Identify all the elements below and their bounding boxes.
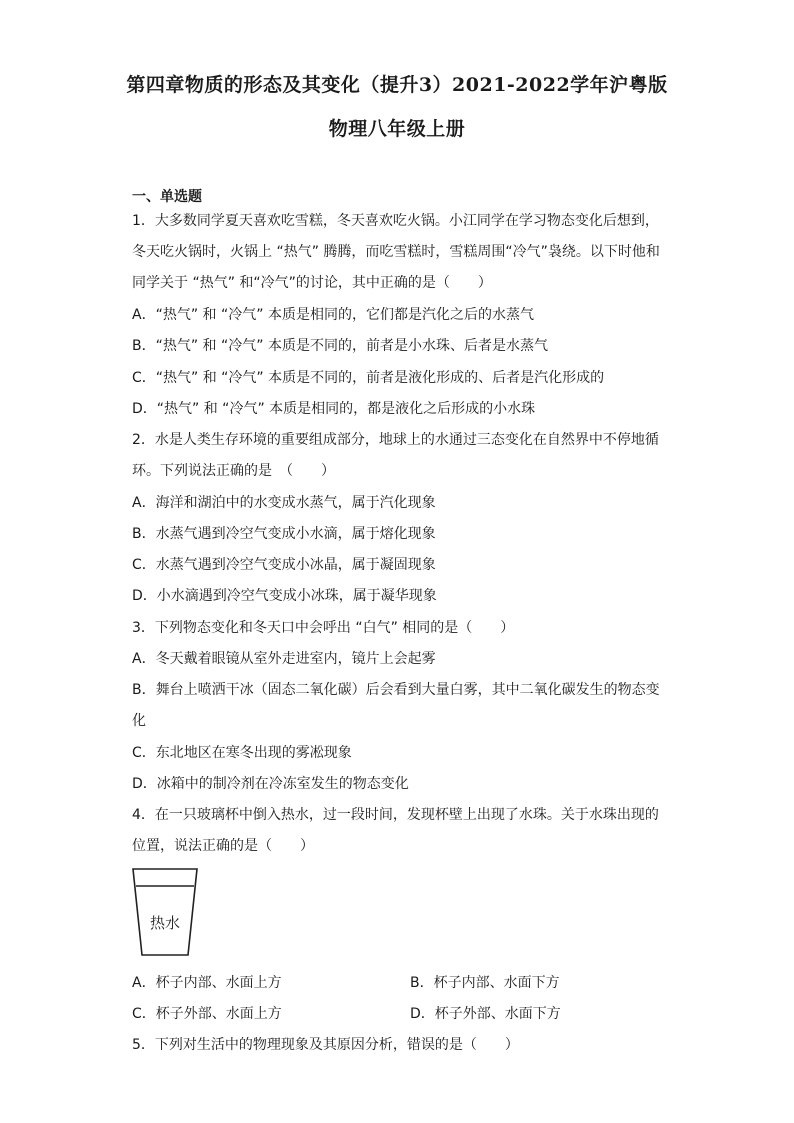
hot-water-cup-figure — [130, 866, 200, 958]
q3-stem-line-1: 3．下列物态变化和冬天口中会呼出 “白气” 相同的是（ ） — [132, 620, 515, 636]
q4-option-c[interactable]: C．杯子外部、水面上方 — [132, 1006, 282, 1022]
cup-outline — [133, 869, 197, 955]
q1-stem-line-3: 同学关于 “热气” 和“冷气”的讨论，其中正确的是（ ） — [132, 275, 492, 291]
q3-option-b-line-2[interactable]: 化 — [132, 713, 146, 729]
q2-option-a[interactable]: A．海洋和湖泊中的水变成水蒸气，属于汽化现象 — [132, 495, 436, 511]
document-title-line-2: 物理八年级上册 — [328, 118, 466, 140]
q1-option-c[interactable]: C．“热气” 和 “冷气” 本质是不同的，前者是液化形成的、后者是汽化形成的 — [132, 370, 605, 386]
q2-stem-line-1: 2．水是人类生存环境的重要组成部分，地球上的水通过三态变化在自然界中不停地循 — [132, 432, 659, 448]
q2-option-b[interactable]: B．水蒸气遇到冷空气变成小水滴，属于熔化现象 — [132, 526, 436, 542]
q4-option-d[interactable]: D．杯子外部、水面下方 — [410, 1006, 561, 1022]
q3-option-d[interactable]: D．冰箱中的制冷剂在冷冻室发生的物态变化 — [132, 776, 409, 792]
q1-option-d[interactable]: D．“热气” 和 “冷气” 本质是相同的，都是液化之后形成的小水珠 — [132, 401, 536, 417]
document-title-line-1: 第四章物质的形态及其变化（提升3）2021-2022学年沪粤版 — [126, 74, 668, 96]
q3-option-a[interactable]: A．冬天戴着眼镜从室外走进室内，镜片上会起雾 — [132, 651, 436, 667]
section-heading: 一、单选题 — [132, 189, 202, 205]
q1-stem-line-1: 1．大多数同学夏天喜欢吃雪糕，冬天喜欢吃火锅。小江同学在学习物态变化后想到， — [132, 213, 659, 229]
q4-stem-line-2: 位置，说法正确的是（ ） — [132, 838, 314, 854]
q4-option-a[interactable]: A．杯子内部、水面上方 — [132, 975, 282, 991]
q2-stem-line-2: 环。下列说法正确的是 （ ） — [132, 463, 335, 479]
q3-option-b-line-1[interactable]: B．舞台上喷洒干冰（固态二氧化碳）后会看到大量白雾，其中二氧化碳发生的物态变 — [132, 682, 660, 698]
q1-stem-line-2: 冬天吃火锅时，火锅上 “热气” 腾腾，而吃雪糕时，雪糕周围“冷气”袅绕。以下时他和 — [132, 244, 660, 260]
q1-option-b[interactable]: B．“热气” 和 “冷气” 本质是不同的，前者是小水珠、后者是水蒸气 — [132, 338, 548, 354]
q2-option-c[interactable]: C．水蒸气遇到冷空气变成小冰晶，属于凝固现象 — [132, 557, 436, 573]
q1-option-a[interactable]: A．“热气” 和 “冷气” 本质是相同的，它们都是汽化之后的水蒸气 — [132, 307, 534, 323]
cup-label: 热水 — [149, 914, 181, 932]
q4-stem-line-1: 4．在一只玻璃杯中倒入热水，过一段时间，发现杯壁上出现了水珠。关于水珠出现的 — [132, 807, 659, 823]
q5-stem-line-1: 5．下列对生活中的物理现象及其原因分析，错误的是（ ） — [132, 1037, 519, 1053]
q3-option-c[interactable]: C．东北地区在寒冬出现的雾凇现象 — [132, 745, 352, 761]
q4-option-b[interactable]: B．杯子内部、水面下方 — [410, 975, 560, 991]
q2-option-d[interactable]: D．小水滴遇到冷空气变成小冰珠，属于凝华现象 — [132, 588, 437, 604]
